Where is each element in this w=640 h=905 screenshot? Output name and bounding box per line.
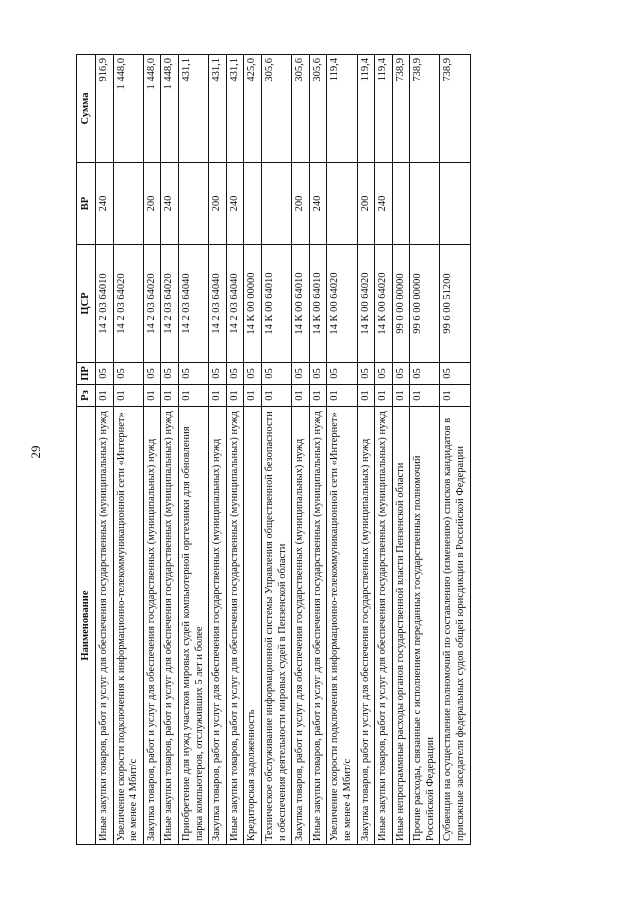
- cell-pr: 05: [309, 363, 327, 385]
- cell-vr: 240: [161, 163, 179, 245]
- cell-sum: 305,6: [261, 55, 291, 163]
- cell-sum: 738,9: [392, 55, 410, 163]
- cell-vr: [261, 163, 291, 245]
- table-row: [161, 55, 179, 845]
- page-number: 29: [28, 445, 43, 459]
- cell-pr: 05: [440, 363, 470, 385]
- cell-pr: 05: [410, 363, 440, 385]
- cell-rz: 01: [292, 385, 310, 407]
- header-csr: ЦСР: [77, 245, 96, 363]
- cell-sum: 738,9: [440, 55, 470, 163]
- cell-vr: [244, 163, 262, 245]
- cell-sum: 916,9: [96, 55, 114, 163]
- cell-vr: 240: [375, 163, 393, 245]
- cell-csr: 99 6 00 51200: [440, 245, 470, 363]
- cell-csr: 14 2 03 64040: [178, 245, 208, 363]
- cell-sum: 119,4: [375, 55, 393, 163]
- cell-csr: 14 2 03 64040: [226, 245, 244, 363]
- table-row: [375, 55, 393, 845]
- cell-csr: 14 К 00 64010: [261, 245, 291, 363]
- cell-name: Иные закупки товаров, работ и услуг для обеспечения государственных (муниципальных) нужд: [375, 407, 393, 845]
- cell-vr: 240: [309, 163, 327, 245]
- cell-sum: 431,1: [209, 55, 227, 163]
- cell-vr: [392, 163, 410, 245]
- cell-vr: [327, 163, 357, 245]
- cell-name: Иные непрограммные расходы органов государственной власти Пензенской области: [392, 407, 410, 845]
- cell-csr: 99 6 00 00000: [410, 245, 440, 363]
- cell-csr: 14 2 03 64010: [96, 245, 114, 363]
- cell-pr: 05: [292, 363, 310, 385]
- cell-pr: 05: [327, 363, 357, 385]
- table-header-row: [77, 55, 96, 845]
- cell-rz: 01: [327, 385, 357, 407]
- table-row: [292, 55, 310, 845]
- cell-rz: 01: [261, 385, 291, 407]
- cell-pr: 05: [178, 363, 208, 385]
- cell-rz: 01: [410, 385, 440, 407]
- budget-table: [76, 54, 471, 845]
- header-sum: Сумма: [77, 55, 96, 163]
- cell-name: Приобретение для нужд участков мировых судей компьютерной оргтехники для обновления парка компьютеров, отслуживших 5 лет и более: [178, 407, 208, 845]
- cell-name: Закупка товаров, работ и услуг для обеспечения государственных (муниципальных) нужд: [209, 407, 227, 845]
- cell-name: Иные закупки товаров, работ и услуг для обеспечения государственных (муниципальных) нужд: [96, 407, 114, 845]
- cell-csr: 14 К 00 64020: [327, 245, 357, 363]
- cell-pr: 05: [261, 363, 291, 385]
- cell-vr: 240: [226, 163, 244, 245]
- cell-csr: 14 К 00 00000: [244, 245, 262, 363]
- cell-rz: 01: [375, 385, 393, 407]
- cell-vr: [410, 163, 440, 245]
- cell-pr: 05: [375, 363, 393, 385]
- cell-rz: 01: [226, 385, 244, 407]
- cell-sum: 431,1: [178, 55, 208, 163]
- cell-sum: 738,9: [410, 55, 440, 163]
- cell-name: Закупка товаров, работ и услуг для обеспечения государственных (муниципальных) нужд: [292, 407, 310, 845]
- cell-sum: 425,0: [244, 55, 262, 163]
- cell-rz: 01: [96, 385, 114, 407]
- cell-name: Иные закупки товаров, работ и услуг для обеспечения государственных (муниципальных) нужд: [309, 407, 327, 845]
- cell-pr: 05: [357, 363, 375, 385]
- cell-pr: 05: [209, 363, 227, 385]
- cell-sum: 1 448,0: [161, 55, 179, 163]
- cell-csr: 14 К 00 64020: [375, 245, 393, 363]
- cell-pr: 05: [161, 363, 179, 385]
- table-row: [440, 55, 470, 845]
- cell-name: Увеличение скорости подключения к информационно-телекоммуникационной сети «Интернет» не менее 4 Мбит/с: [327, 407, 357, 845]
- cell-rz: 01: [143, 385, 161, 407]
- cell-name: Закупка товаров, работ и услуг для обеспечения государственных (муниципальных) нужд: [143, 407, 161, 845]
- cell-csr: 14 К 00 64010: [309, 245, 327, 363]
- cell-sum: 305,6: [309, 55, 327, 163]
- table-row: [392, 55, 410, 845]
- table-row: [113, 55, 143, 845]
- header-name: Наименование: [77, 407, 96, 845]
- cell-sum: 119,4: [327, 55, 357, 163]
- cell-csr: 14 К 00 64010: [292, 245, 310, 363]
- table-row: [226, 55, 244, 845]
- cell-sum: 119,4: [357, 55, 375, 163]
- cell-vr: 200: [292, 163, 310, 245]
- cell-csr: 14 2 03 64020: [143, 245, 161, 363]
- cell-rz: 01: [440, 385, 470, 407]
- cell-rz: 01: [357, 385, 375, 407]
- table-row: [209, 55, 227, 845]
- cell-name: Закупка товаров, работ и услуг для обеспечения государственных (муниципальных) нужд: [357, 407, 375, 845]
- cell-rz: 01: [244, 385, 262, 407]
- table-row: [309, 55, 327, 845]
- cell-vr: [178, 163, 208, 245]
- header-pr: ПР: [77, 363, 96, 385]
- cell-name: Техническое обслуживание информационной системы Управления общественной безопасности и обеспечения деятельности мировых судей в Пензенской области: [261, 407, 291, 845]
- cell-pr: 05: [143, 363, 161, 385]
- rotated-table-container: [76, 55, 606, 845]
- cell-vr: 200: [357, 163, 375, 245]
- cell-rz: 01: [309, 385, 327, 407]
- cell-name: Субвенции на осуществление полномочий по составлению (изменению) списков кандидатов в присяжные заседатели федеральных судов общей юрисдикции в Российской Федерации: [440, 407, 470, 845]
- cell-sum: 1 448,0: [143, 55, 161, 163]
- table-row: [357, 55, 375, 845]
- table-row: [143, 55, 161, 845]
- cell-sum: 305,6: [292, 55, 310, 163]
- cell-rz: 01: [392, 385, 410, 407]
- table-row: [327, 55, 357, 845]
- cell-csr: 14 К 00 64020: [357, 245, 375, 363]
- cell-pr: 05: [96, 363, 114, 385]
- cell-sum: 431,1: [226, 55, 244, 163]
- header-vr: ВР: [77, 163, 96, 245]
- cell-rz: 01: [161, 385, 179, 407]
- cell-name: Кредиторская задолженность: [244, 407, 262, 845]
- cell-name: Иные закупки товаров, работ и услуг для обеспечения государственных (муниципальных) нужд: [226, 407, 244, 845]
- table-row: [261, 55, 291, 845]
- cell-name: Увеличение скорости подключения к информационно-телекоммуникационной сети «Интернет» не менее 4 Мбит/с: [113, 407, 143, 845]
- cell-pr: 05: [244, 363, 262, 385]
- cell-pr: 05: [392, 363, 410, 385]
- cell-pr: 05: [113, 363, 143, 385]
- cell-vr: 240: [96, 163, 114, 245]
- table-row: [96, 55, 114, 845]
- cell-csr: 99 0 00 00000: [392, 245, 410, 363]
- cell-vr: [440, 163, 470, 245]
- cell-vr: 200: [143, 163, 161, 245]
- cell-vr: 200: [209, 163, 227, 245]
- cell-name: Прочие расходы, связанные с исполнением переданных государственных полномочий Российской Федерации: [410, 407, 440, 845]
- cell-sum: 1 448,0: [113, 55, 143, 163]
- header-rz: Рз: [77, 385, 96, 407]
- cell-vr: [113, 163, 143, 245]
- table-row: [410, 55, 440, 845]
- cell-csr: 14 2 03 64020: [113, 245, 143, 363]
- cell-rz: 01: [209, 385, 227, 407]
- table-row: [244, 55, 262, 845]
- cell-csr: 14 2 03 64040: [209, 245, 227, 363]
- cell-pr: 05: [226, 363, 244, 385]
- cell-rz: 01: [113, 385, 143, 407]
- cell-csr: 14 2 03 64020: [161, 245, 179, 363]
- cell-rz: 01: [178, 385, 208, 407]
- table-row: [178, 55, 208, 845]
- cell-name: Иные закупки товаров, работ и услуг для обеспечения государственных (муниципальных) нужд: [161, 407, 179, 845]
